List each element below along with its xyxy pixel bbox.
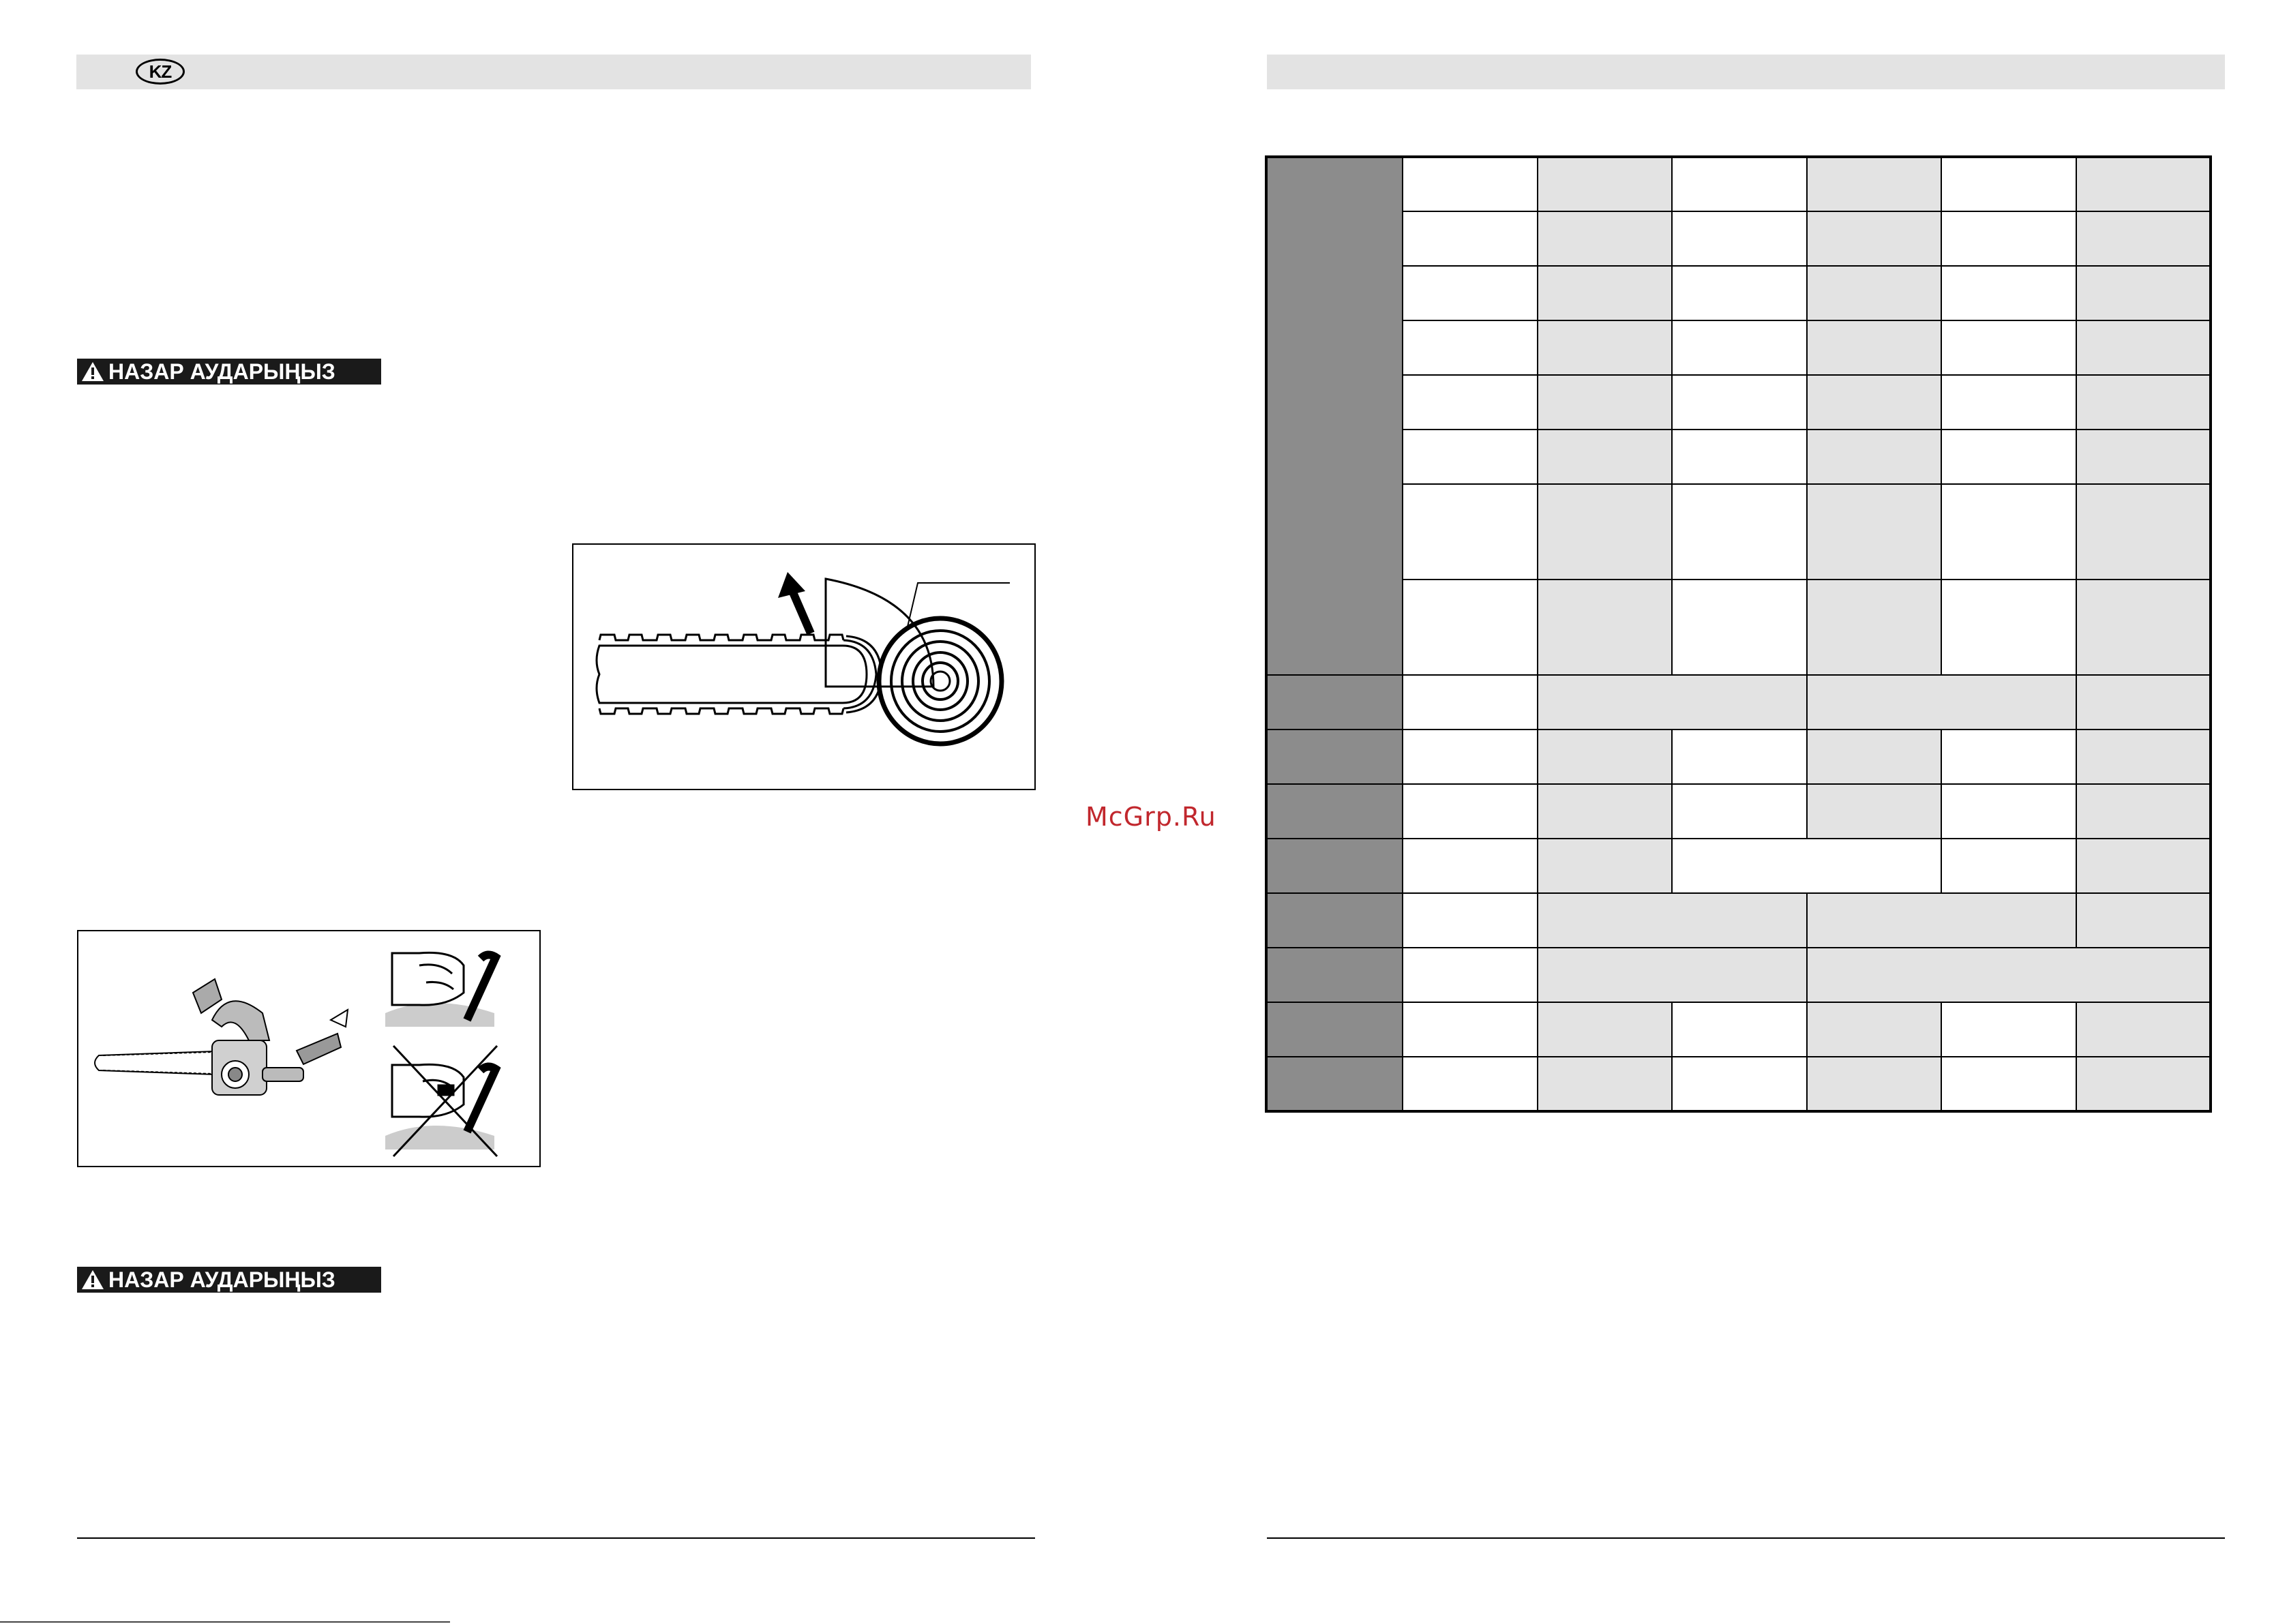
- table-cell: [1403, 675, 1538, 730]
- table-cell: [2076, 484, 2211, 580]
- table-cell: [1941, 157, 2076, 211]
- table-row: [1266, 211, 2211, 266]
- table-cell: [1538, 484, 1673, 580]
- table-cell: [1672, 839, 1941, 893]
- table-cell: [1672, 266, 1807, 320]
- table-cell: [1807, 893, 2076, 948]
- table-cell: [1941, 580, 2076, 675]
- table-row: [1266, 784, 2211, 839]
- table-row: [1266, 320, 2211, 375]
- kickback-zone-illustration: [572, 543, 1036, 790]
- table-cell: [2076, 784, 2211, 839]
- warning-label: НАЗАР АУДАРЫҢЫЗ: [108, 1267, 335, 1292]
- table-cell: [1807, 675, 2076, 730]
- log-cross-section-icon: [879, 618, 1002, 744]
- table-cell: [1403, 730, 1538, 784]
- right-header-bar: [1267, 55, 2225, 89]
- table-cell: [1403, 211, 1538, 266]
- table-cell: [2076, 157, 2211, 211]
- chainsaw-icon: [95, 979, 348, 1095]
- table-cell: [1538, 266, 1673, 320]
- table-cell: [1403, 948, 1538, 1002]
- correct-grip-icon: [385, 952, 496, 1027]
- table-cell: [2076, 375, 2211, 430]
- table-cell: [2076, 430, 2211, 484]
- table-cell: [1672, 320, 1807, 375]
- table-row: [1266, 839, 2211, 893]
- table-cell: [1538, 211, 1673, 266]
- table-cell: [1538, 430, 1673, 484]
- table-cell: [1941, 1057, 2076, 1111]
- table-cell: [2076, 675, 2211, 730]
- table-row-header: [1266, 784, 1403, 839]
- table-row: [1266, 1002, 2211, 1057]
- table-cell: [1672, 211, 1807, 266]
- table-cell: [1538, 839, 1673, 893]
- table-cell: [1807, 1057, 1942, 1111]
- table-cell: [1672, 1002, 1807, 1057]
- table-cell: [1941, 839, 2076, 893]
- table-cell: [1538, 320, 1673, 375]
- table-cell: [2076, 730, 2211, 784]
- table-cell: [1807, 320, 1942, 375]
- table-row-header: [1266, 675, 1403, 730]
- table-cell: [1672, 784, 1807, 839]
- table-cell: [1538, 375, 1673, 430]
- table-cell: [1807, 266, 1942, 320]
- table-row-header: [1266, 1057, 1403, 1111]
- table-row-header: [1266, 839, 1403, 893]
- left-header-bar: [76, 55, 1031, 89]
- warning-label: НАЗАР АУДАРЫҢЫЗ: [108, 359, 335, 384]
- chainsaw-bar-icon: [597, 635, 882, 714]
- table-cell: [1941, 784, 2076, 839]
- table-cell: [1807, 430, 1942, 484]
- table-cell: [2076, 211, 2211, 266]
- table-cell: [1672, 730, 1807, 784]
- table-cell: [2076, 893, 2211, 948]
- table-cell: [1941, 266, 2076, 320]
- table-row: [1266, 730, 2211, 784]
- table-cell: [2076, 320, 2211, 375]
- table-cell: [1538, 675, 1807, 730]
- table-cell: [1807, 157, 1942, 211]
- table-cell: [1403, 893, 1538, 948]
- table-cell: [1403, 1057, 1538, 1111]
- table-row: [1266, 266, 2211, 320]
- table-cell: [1538, 1057, 1673, 1111]
- table-row: [1266, 580, 2211, 675]
- table-row-header: [1266, 1002, 1403, 1057]
- table-cell: [1403, 1002, 1538, 1057]
- warning-banner-1: [77, 359, 381, 385]
- table-row: [1266, 948, 2211, 1002]
- table-cell: [1672, 157, 1807, 211]
- warning-triangle-icon: [81, 361, 104, 382]
- language-badge-kz: KZ: [136, 59, 185, 85]
- table-row: [1266, 157, 2211, 211]
- table-cell: [1807, 784, 1942, 839]
- left-footer-rule: [77, 1537, 1035, 1539]
- table-cell: [2076, 266, 2211, 320]
- table-cell: [1672, 1057, 1807, 1111]
- table-cell: [1403, 580, 1538, 675]
- table-row-header: [1266, 948, 1403, 1002]
- table-cell: [1403, 430, 1538, 484]
- table-row: [1266, 1057, 2211, 1111]
- table-cell: [1807, 375, 1942, 430]
- grip-diagram: [78, 931, 539, 1166]
- table-cell: [1807, 730, 1942, 784]
- table-cell: [1538, 580, 1673, 675]
- table-cell: [1403, 266, 1538, 320]
- table-cell: [1807, 1002, 1942, 1057]
- table-cell: [1807, 948, 2211, 1002]
- table-cell: [1403, 484, 1538, 580]
- table-cell: [1807, 580, 1942, 675]
- table-cell: [1403, 320, 1538, 375]
- table-cell: [1941, 484, 2076, 580]
- table-cell: [2076, 1057, 2211, 1111]
- table-cell: [1538, 1002, 1673, 1057]
- table-row-header: [1266, 893, 1403, 948]
- table-row: [1266, 893, 2211, 948]
- table-cell: [2076, 839, 2211, 893]
- warning-banner-2: [77, 1267, 381, 1293]
- watermark-text: McGrp.Ru: [1086, 802, 1216, 832]
- table-cell: [1941, 320, 2076, 375]
- table-row: [1266, 484, 2211, 580]
- table-cell: [2076, 1002, 2211, 1057]
- table-cell: [1941, 375, 2076, 430]
- table-cell: [1672, 580, 1807, 675]
- table-cell: [1538, 948, 1807, 1002]
- table-cell: [1807, 211, 1942, 266]
- up-arrow-icon: [778, 572, 811, 633]
- table-cell: [1941, 1002, 2076, 1057]
- table-cell: [1941, 730, 2076, 784]
- specification-table: [1265, 155, 2212, 1113]
- table-cell: [1672, 484, 1807, 580]
- table-cell: [1672, 375, 1807, 430]
- table-cell: [1807, 484, 1942, 580]
- table-cell: [1403, 157, 1538, 211]
- table-cell: [1403, 839, 1538, 893]
- table-cell: [1538, 730, 1673, 784]
- left-bottom-edge-line: [0, 1621, 450, 1623]
- table-row: [1266, 430, 2211, 484]
- table-row-header: [1266, 157, 1403, 675]
- warning-triangle-icon: [81, 1269, 104, 1291]
- right-footer-rule: [1267, 1537, 2225, 1539]
- table-cell: [1538, 893, 1807, 948]
- kickback-diagram: [573, 545, 1034, 789]
- chainsaw-grip-illustration: [77, 930, 541, 1167]
- table-cell: [1403, 784, 1538, 839]
- table-cell: [2076, 580, 2211, 675]
- table-cell: [1538, 157, 1673, 211]
- table-cell: [1941, 430, 2076, 484]
- table-row: [1266, 675, 2211, 730]
- table-cell: [1672, 430, 1807, 484]
- incorrect-grip-crossed-icon: [385, 1046, 497, 1156]
- table-cell: [1403, 375, 1538, 430]
- table-cell: [1941, 211, 2076, 266]
- table-row-header: [1266, 730, 1403, 784]
- table-row: [1266, 375, 2211, 430]
- table-cell: [1538, 784, 1673, 839]
